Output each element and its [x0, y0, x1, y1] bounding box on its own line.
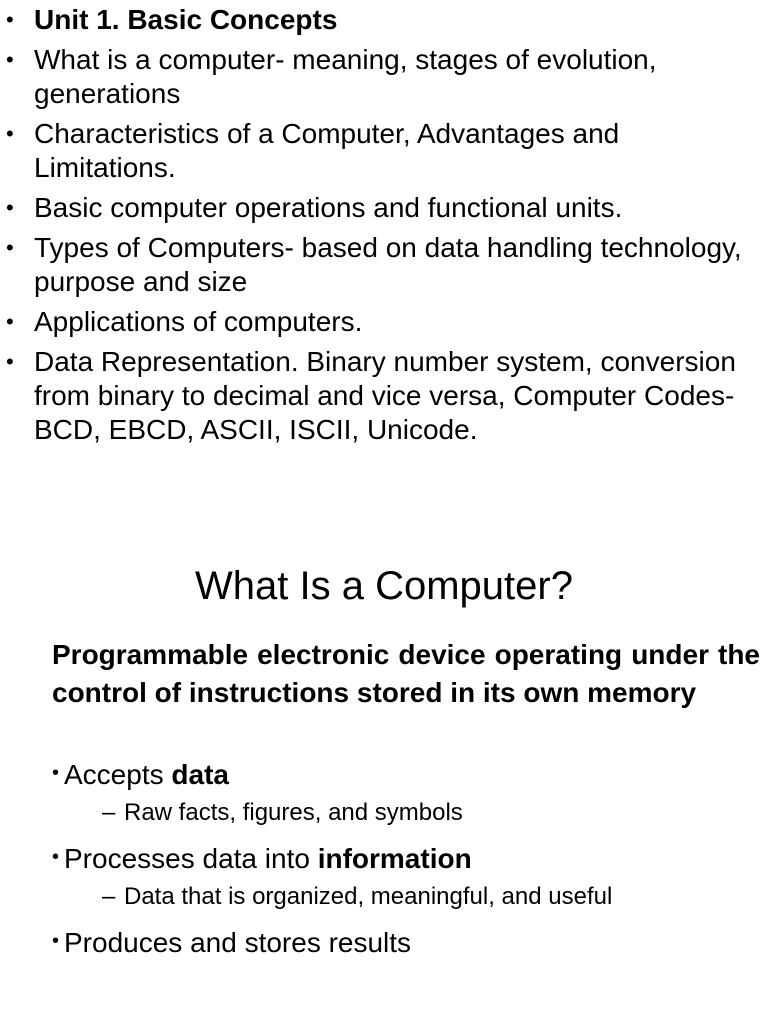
computer-functions-list: [52, 757, 760, 961]
function-keyword: data: [171, 759, 229, 790]
topic-item: [0, 305, 760, 339]
topic-item: [0, 345, 760, 447]
unit-topic-list: [0, 3, 760, 453]
topic-item: [0, 3, 760, 37]
definition-text: Programmable electronic device operating under the control of instructions stored in its own memory: [52, 639, 760, 708]
topic-text: Unit 1. Basic Concepts: [34, 4, 338, 35]
topic-text: Types of Computers- based on data handling technology, purpose and size: [34, 232, 742, 297]
slide-what-is-computer: [0, 512, 768, 1024]
function-item-produces: [52, 925, 760, 961]
topic-text: Data Representation. Binary number system, conversion from binary to decimal and vice versa, Computer Codes- BCD, EBCD, ASCII, ISCII, Unicode.: [34, 346, 736, 445]
topic-item: [0, 43, 760, 111]
function-item-processes: [52, 841, 760, 877]
detail-text: Raw facts, figures, and symbols: [124, 799, 463, 826]
topic-text: Characteristics of a Computer, Advantages and Limitations.: [34, 118, 620, 183]
slide-unit-overview: [0, 0, 768, 500]
function-text: Produces and stores results: [64, 927, 412, 958]
function-detail: [52, 881, 760, 913]
function-text: Accepts: [64, 759, 172, 790]
bullet-icon: •: [6, 195, 14, 220]
dash-icon: –: [102, 799, 116, 826]
function-item-accepts: [52, 757, 760, 793]
bullet-icon: •: [52, 846, 60, 868]
topic-item: [0, 117, 760, 185]
function-text: Processes data into: [64, 843, 318, 874]
bullet-icon: •: [52, 930, 60, 952]
detail-text: Data that is organized, meaningful, and useful: [124, 883, 613, 910]
bullet-icon: •: [6, 309, 14, 334]
function-detail: [52, 797, 760, 829]
bullet-icon: •: [6, 47, 14, 72]
function-keyword: information: [317, 843, 472, 874]
bullet-icon: •: [52, 762, 60, 784]
bullet-icon: •: [6, 235, 14, 260]
topic-text: What is a computer- meaning, stages of evolution, generations: [34, 44, 657, 109]
topic-text: Applications of computers.: [34, 306, 363, 337]
topic-text: Basic computer operations and functional units.: [34, 192, 623, 223]
bullet-icon: •: [6, 349, 14, 374]
bullet-icon: •: [6, 121, 14, 146]
bullet-icon: •: [6, 7, 14, 32]
topic-item: [0, 191, 760, 225]
slide-title: What Is a Computer?: [195, 564, 573, 608]
dash-icon: –: [102, 883, 116, 910]
topic-item: [0, 231, 760, 299]
